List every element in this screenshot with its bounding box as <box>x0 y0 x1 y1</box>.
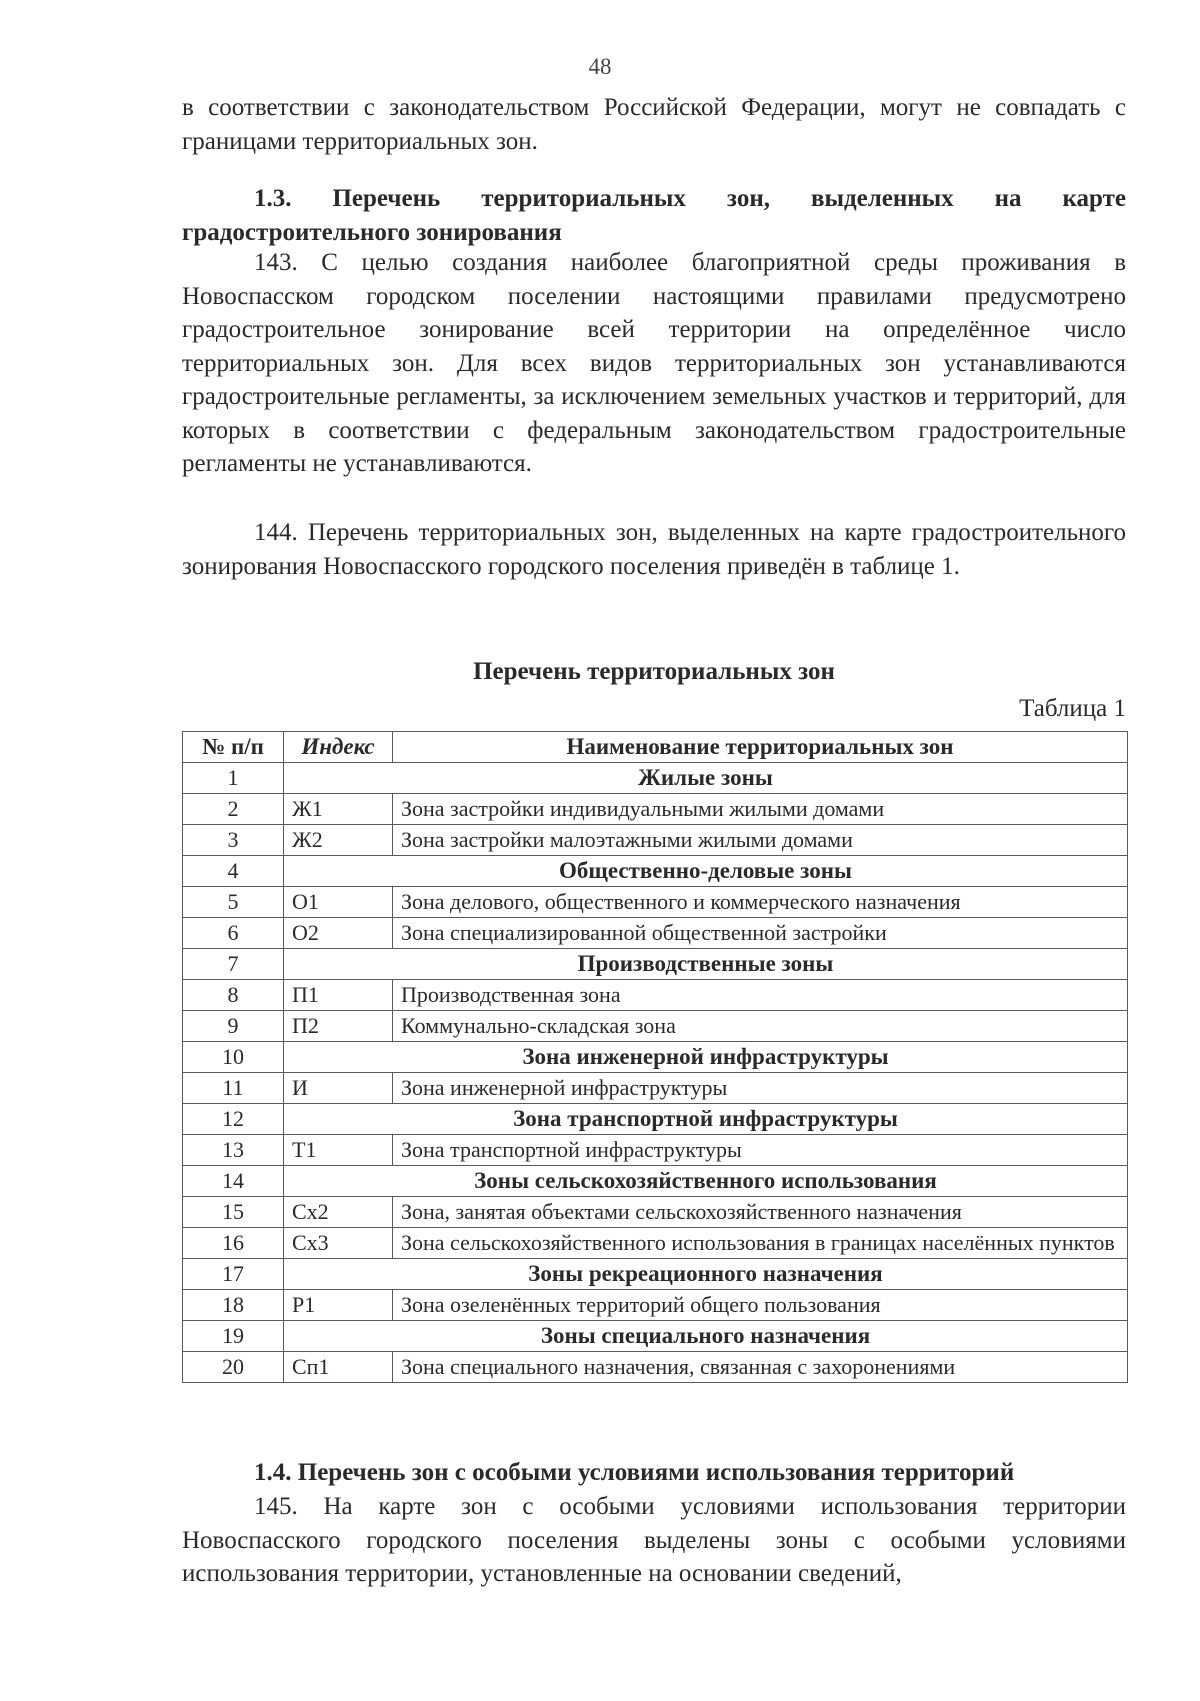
row-number: 16 <box>183 1228 284 1259</box>
zone-index: О1 <box>284 887 393 918</box>
zone-group-title: Зоны рекреационного назначения <box>284 1259 1128 1290</box>
zone-index: Сп1 <box>284 1352 393 1383</box>
row-number: 14 <box>183 1166 284 1197</box>
page-number: 48 <box>588 54 612 79</box>
zone-index: Ж1 <box>284 794 393 825</box>
table-body <box>183 763 1128 1383</box>
row-number: 10 <box>183 1042 284 1073</box>
zone-group-title: Зона инженерной инфраструктуры <box>284 1042 1128 1073</box>
zone-name: Зона специального назначения, связанная с захоронениями <box>393 1352 1128 1383</box>
row-number: 15 <box>183 1197 284 1228</box>
row-number: 3 <box>183 825 284 856</box>
row-number: 4 <box>183 856 284 887</box>
zone-name: Зона специализированной общественной застройки <box>393 918 1128 949</box>
zone-index: Т1 <box>284 1135 393 1166</box>
zone-name: Зона инженерной инфраструктуры <box>393 1073 1128 1104</box>
row-number: 8 <box>183 980 284 1011</box>
table-group-row <box>183 1321 1128 1352</box>
table-caption: Перечень территориальных зон <box>473 658 835 685</box>
table-row <box>183 794 1128 825</box>
table-row <box>183 918 1128 949</box>
table-group-row <box>183 1166 1128 1197</box>
table-group-row <box>183 1259 1128 1290</box>
zone-group-title: Зона транспортной инфраструктуры <box>284 1104 1128 1135</box>
row-number: 6 <box>183 918 284 949</box>
zone-name: Зона озеленённых территорий общего пользования <box>393 1290 1128 1321</box>
zone-group-title: Зоны специального назначения <box>284 1321 1128 1352</box>
paragraph-143: 143. С целью создания наиболее благоприятной среды проживания в Новоспасском городском поселении настоящими правилами предусмотрено градостроительное зонирование всей территории на определённое число территориальных зон. Для всех видов территориальных зон устанавливаются градостроительные регламенты, за исключением земельных участков и территорий, для которых в соответствии с федеральным законодательством градостроительные регламенты не устанавливаются. <box>182 249 1126 477</box>
paragraph-145: 145. На карте зон с особыми условиями использования территории Новоспасского городского поселения выделены зоны с особыми условиями использования территории, установленные на основании сведений, <box>182 1493 1126 1587</box>
row-number: 18 <box>183 1290 284 1321</box>
table-group-row <box>183 1104 1128 1135</box>
table-row <box>183 1290 1128 1321</box>
table-row <box>183 980 1128 1011</box>
table-group-row <box>183 856 1128 887</box>
table-row <box>183 887 1128 918</box>
row-number: 9 <box>183 1011 284 1042</box>
row-number: 17 <box>183 1259 284 1290</box>
header-num: № п/п <box>183 732 284 763</box>
section-1-3-heading: 1.3. Перечень территориальных зон, выделенных на карте градостроительного зонирования <box>182 185 1126 246</box>
zones-table <box>182 731 1128 1383</box>
zone-group-title: Производственные зоны <box>284 949 1128 980</box>
table-label: Таблица 1 <box>1019 695 1126 722</box>
table-row <box>183 1352 1128 1383</box>
zone-name: Зона сельскохозяйственного использования в границах населённых пунктов <box>393 1228 1128 1259</box>
table-group-row <box>183 1042 1128 1073</box>
zone-index: П1 <box>284 980 393 1011</box>
row-number: 11 <box>183 1073 284 1104</box>
zone-name: Зона делового, общественного и коммерческого назначения <box>393 887 1128 918</box>
zone-name: Зона застройки малоэтажными жилыми домами <box>393 825 1128 856</box>
intro-paragraph: в соответствии с законодательством Российской Федерации, могут не совпадать с границами территориальных зон. <box>182 94 1126 155</box>
paragraph-144: 144. Перечень территориальных зон, выделенных на карте градостроительного зонирования Новоспасского городского поселения приведён в таблице 1. <box>182 519 1126 580</box>
row-number: 19 <box>183 1321 284 1352</box>
row-number: 5 <box>183 887 284 918</box>
row-number: 20 <box>183 1352 284 1383</box>
zone-group-title: Жилые зоны <box>284 763 1128 794</box>
zone-group-title: Общественно-деловые зоны <box>284 856 1128 887</box>
table-header-row <box>183 732 1128 763</box>
zone-index: Ж2 <box>284 825 393 856</box>
zone-index: П2 <box>284 1011 393 1042</box>
row-number: 12 <box>183 1104 284 1135</box>
zone-name: Производственная зона <box>393 980 1128 1011</box>
table-row <box>183 825 1128 856</box>
table-row <box>183 1011 1128 1042</box>
zone-index: И <box>284 1073 393 1104</box>
row-number: 1 <box>183 763 284 794</box>
zone-name: Зона застройки индивидуальными жилыми домами <box>393 794 1128 825</box>
table-row <box>183 1197 1128 1228</box>
zone-index: О2 <box>284 918 393 949</box>
header-name: Наименование территориальных зон <box>393 732 1128 763</box>
header-index: Индекс <box>284 732 393 763</box>
row-number: 7 <box>183 949 284 980</box>
table-row <box>183 1228 1128 1259</box>
table-group-row <box>183 949 1128 980</box>
zone-name: Коммунально-складская зона <box>393 1011 1128 1042</box>
zone-index: Р1 <box>284 1290 393 1321</box>
table-group-row <box>183 763 1128 794</box>
row-number: 13 <box>183 1135 284 1166</box>
zone-name: Зона, занятая объектами сельскохозяйственного назначения <box>393 1197 1128 1228</box>
table-row <box>183 1073 1128 1104</box>
section-1-4-heading: 1.4. Перечень зон с особыми условиями использования территорий <box>254 1459 1015 1486</box>
zone-name: Зона транспортной инфраструктуры <box>393 1135 1128 1166</box>
zone-index: Сх2 <box>284 1197 393 1228</box>
table-row <box>183 1135 1128 1166</box>
row-number: 2 <box>183 794 284 825</box>
zone-group-title: Зоны сельскохозяйственного использования <box>284 1166 1128 1197</box>
zone-index: Сх3 <box>284 1228 393 1259</box>
